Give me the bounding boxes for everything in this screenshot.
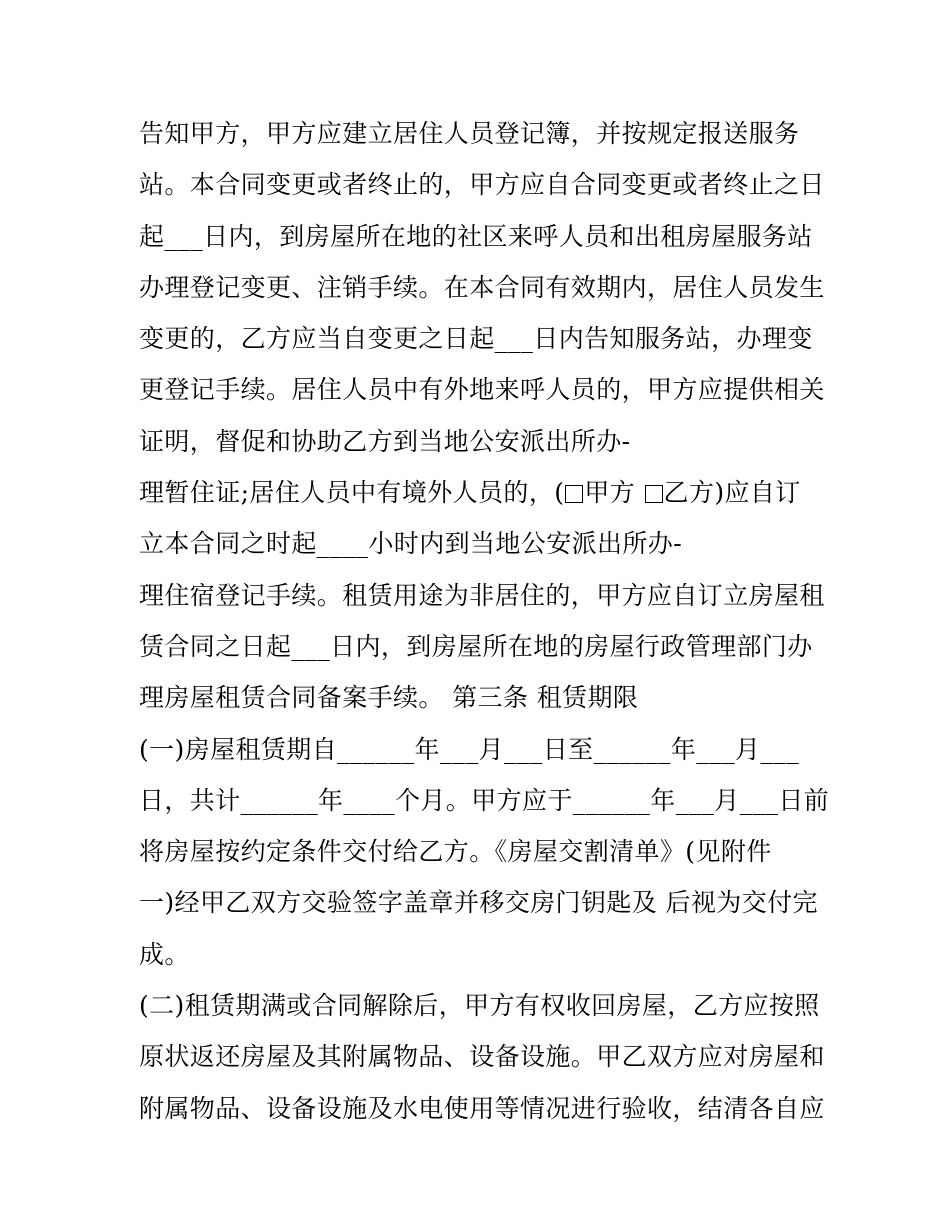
text-line: 赁合同之日起___日内，到房屋所在地的房屋行政管理部门办 bbox=[139, 631, 813, 661]
text-line: 办理登记变更、注销手续。在本合同有效期内，居住人员发生 bbox=[139, 272, 825, 302]
text-line: 起___日内，到房屋所在地的社区来呼人员和出租房屋服务站 bbox=[139, 221, 813, 251]
text-line: (二)租赁期满或合同解除后，甲方有权收回房屋，乙方应按照 bbox=[139, 991, 820, 1021]
text-line: 告知甲方，甲方应建立居住人员登记簿，并按规定报送服务 bbox=[139, 119, 800, 148]
checkbox-party-a[interactable] bbox=[565, 485, 583, 503]
text-line: 理房屋租赁合同备案手续。 第三条 租赁期限 bbox=[139, 683, 639, 713]
text-line: 日，共计______年____个月。甲方应于______年___月___日前 bbox=[139, 785, 830, 815]
checkbox-party-b[interactable] bbox=[645, 485, 663, 503]
text-line: 一)经甲乙双方交验签字盖章并移交房门钥匙及 后视为交付完 bbox=[139, 888, 818, 918]
text-line: 成。 bbox=[139, 939, 190, 969]
text-segment: 乙方)应自订 bbox=[663, 478, 801, 508]
document-body bbox=[139, 108, 839, 1134]
text-line: 证明，督促和协助乙方到当地公安派出所办- bbox=[139, 426, 631, 456]
text-line: 变更的，乙方应当自变更之日起___日内告知服务站，办理变 bbox=[139, 324, 813, 354]
text-line: 将房屋按约定条件交付给乙方。《房屋交割清单》(见附件 bbox=[139, 837, 772, 867]
text-line: (一)房屋租赁期自______年___月___日至______年___月___ bbox=[139, 734, 800, 764]
text-line: 原状返还房屋及其附属物品、设备设施。甲乙双方应对房屋和 bbox=[139, 1042, 825, 1072]
text-line: 立本合同之时起____小时内到当地公安派出所办- bbox=[139, 529, 683, 559]
text-line: 附属物品、设备设施及水电使用等情况进行验收，结清各自应 bbox=[139, 1093, 825, 1123]
text-line: 更登记手续。居住人员中有外地来呼人员的，甲方应提供相关 bbox=[139, 375, 825, 405]
text-line-with-checkboxes bbox=[139, 467, 839, 518]
text-segment: 甲方 bbox=[584, 478, 644, 508]
text-line: 站。本合同变更或者终止的，甲方应自合同变更或者终止之日 bbox=[139, 170, 825, 200]
text-line: 理住宿登记手续。租赁用途为非居住的，甲方应自订立房屋租 bbox=[139, 580, 825, 610]
text-segment: 理暂住证;居住人员中有境外人员的，( bbox=[139, 478, 565, 508]
